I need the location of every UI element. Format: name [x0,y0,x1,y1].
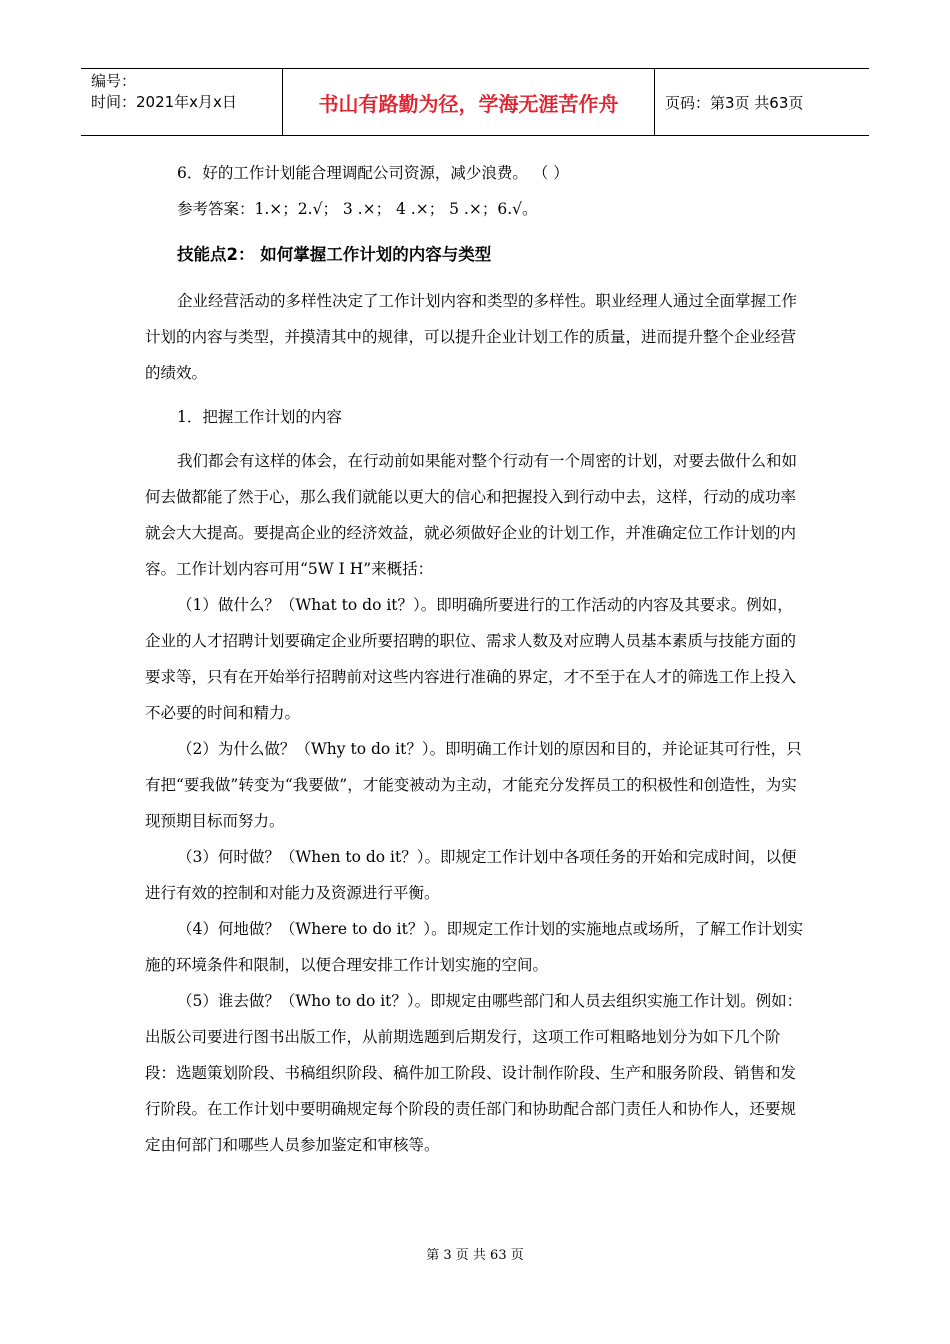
header-page-info: 页码：第3页 共63页 [665,93,804,112]
date-label: 时间：2021年x月x日 [91,93,237,111]
document-body [145,155,805,1163]
list-item-when: （3）何时做？（When to do it？）。即规定工作计划中各项任务的开始和完成时间，以便进行有效的控制和对能力及资源进行平衡。 [145,848,797,902]
question-6: 6．好的工作计划能合理调配公司资源，减少浪费。 （ ） [177,164,569,182]
section-heading: 技能点2： 如何掌握工作计划的内容与类型 [177,245,492,264]
list-item-what: （1）做什么？（What to do it？）。即明确所要进行的工作活动的内容及其要求。例如，企业的人才招聘计划要确定企业所要招聘的职位、需求人数及对应聘人员基本素质与技能方面的要求等，只有在开始举行招聘前对这些内容进行准确的界定，才不至于在人才的筛选工作上投入不必要的时间和精力。 [145,596,797,722]
list-item-who: （5）谁去做？（Who to do it？）。即规定由哪些部门和人员去组织实施工作计划。例如：出版公司要进行图书出版工作，从前期选题到后期发行，这项工作可粗略地划分为如下几个阶段：选题策划阶段、书稿组织阶段、稿件加工阶段、设计制作阶段、生产和服务阶段、销售和发行阶段。在工作计划中要明确规定每个阶段的责任部门和协助配合部门责任人和协作人，还要规定由何部门和哪些人员参加鉴定和审核等。 [145,992,803,1154]
paragraph-5w1h: 我们都会有这样的体会，在行动前如果能对整个行动有一个周密的计划，对要去做什么和如何去做都能了然于心，那么我们就能以更大的信心和把握投入到行动中去，这样，行动的成功率就会大大提高。要提高企业的经济效益，就必须做好企业的计划工作，并准确定位工作计划的内容。工作计划内容可用“5W I H”来概括： [145,452,798,578]
header-meta [81,69,283,135]
number-label: 编号： [91,72,137,90]
page-footer: 第 3 页 共 63 页 [426,1248,524,1263]
list-item-where: （4）何地做？（Where to do it？）。即规定工作计划的实施地点或场所，了解工作计划实施的环境条件和限制，以便合理安排工作计划实施的空间。 [145,920,804,974]
page-header [81,68,869,136]
list-item-why: （2）为什么做？（Why to do it？）。即明确工作计划的原因和目的，并论证其可行性，只有把“要我做”转变为“我要做”，才能变被动为主动，才能充分发挥员工的积极性和创造性，为实现预期目标而努力。 [145,740,802,830]
subsection-title: 1．把握工作计划的内容 [177,408,342,426]
paragraph-intro: 企业经营活动的多样性决定了工作计划内容和类型的多样性。职业经理人通过全面掌握工作计划的内容与类型，并摸清其中的规律，可以提升企业计划工作的质量，进而提升整个企业经营的绩效。 [145,292,798,382]
header-motto: 书山有路勤为径，学海无涯苦作舟 [283,69,655,135]
answer-key: 参考答案：1.×；2.√； 3 .×； 4 .×； 5 .×；6.√。 [177,200,538,218]
